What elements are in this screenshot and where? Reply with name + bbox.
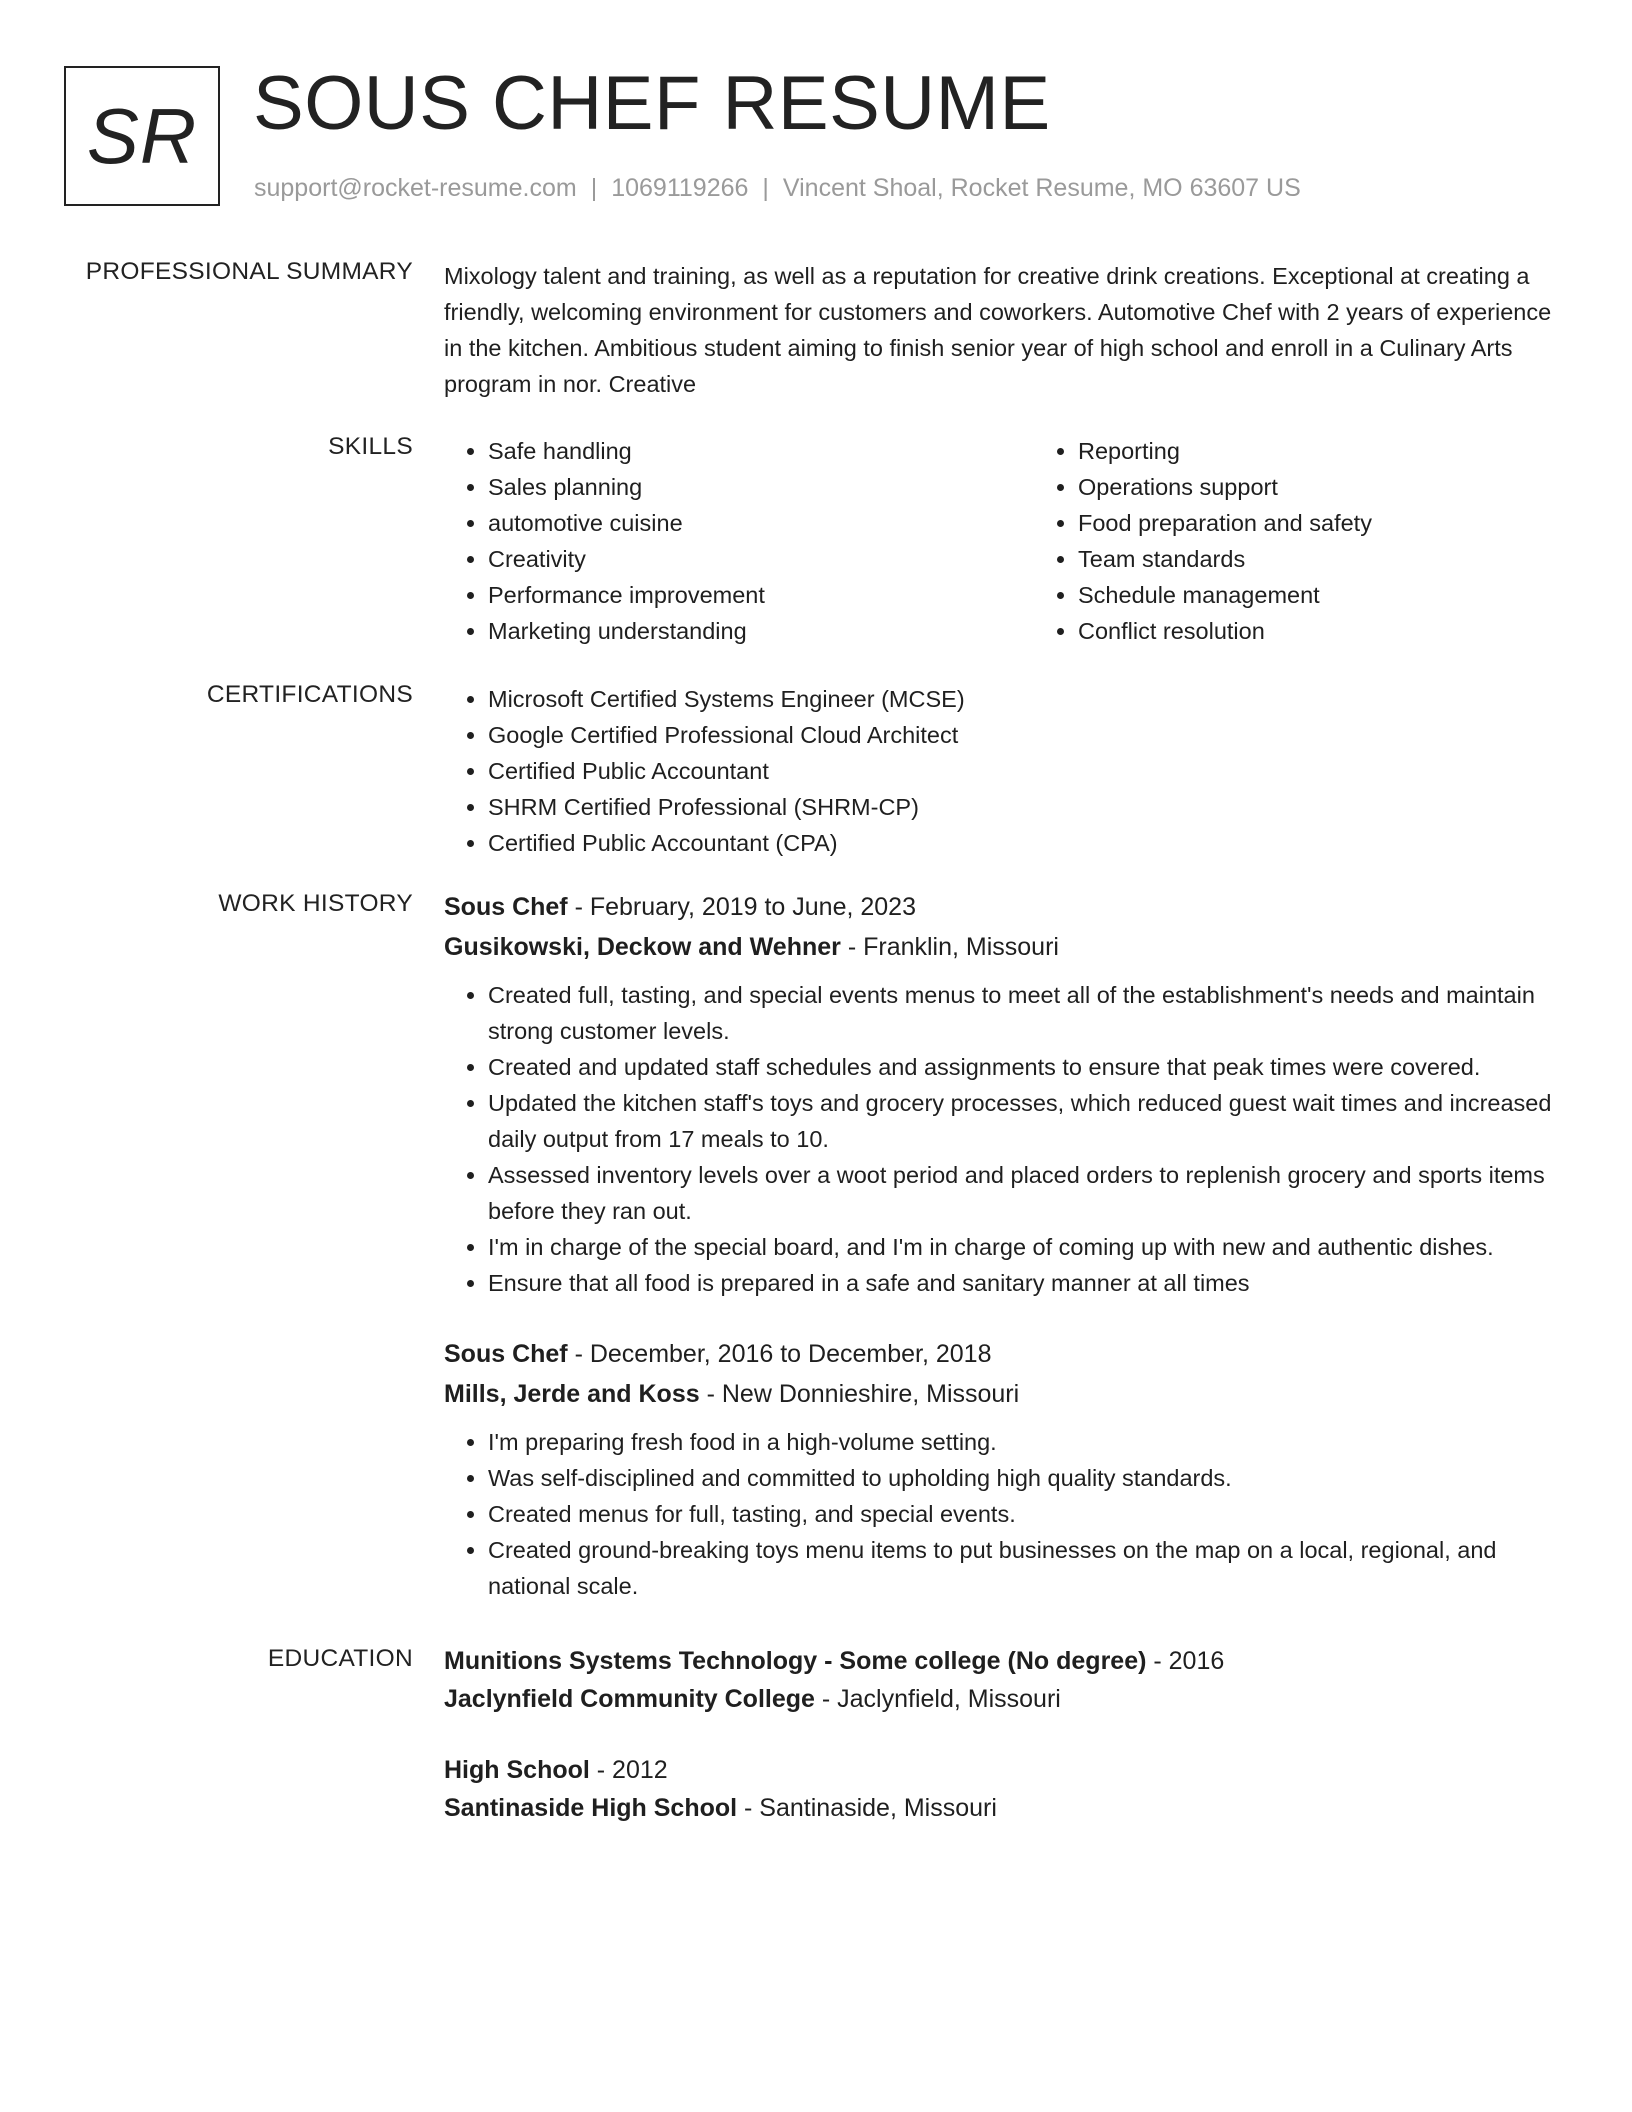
education-degree: Munitions Systems Technology - Some college (No degree) (444, 1647, 1147, 1675)
job-title: Sous Chef (444, 893, 568, 921)
contact-separator: | (590, 174, 598, 202)
job-dates: - December, 2016 to December, 2018 (567, 1340, 992, 1368)
job-company-line (444, 927, 1564, 967)
education-school: Jaclynfield Community College (444, 1685, 815, 1713)
resume-title: SOUS CHEF RESUME (253, 61, 1051, 146)
education-year: - 2016 (1146, 1647, 1225, 1675)
job-location: - New Donnieshire, Missouri (699, 1380, 1020, 1408)
skill-item: • Marketing understanding (488, 613, 1034, 649)
job-bullet: • Was self-disciplined and committed to upholding high quality standards. (488, 1460, 1564, 1496)
job-bullet: • Assessed inventory levels over a woot period and placed orders to replenish grocery and sports items before they ran out. (488, 1157, 1564, 1229)
job-bullets (444, 1424, 1564, 1604)
job-bullet: • I'm in charge of the special board, and I'm in charge of coming up with new and authentic dishes. (488, 1229, 1564, 1265)
skill-item: • Creativity (488, 541, 1034, 577)
job-bullet: • Created full, tasting, and special events menus to meet all of the establishment's needs and maintain strong customer levels. (488, 977, 1564, 1049)
certification-item: • Microsoft Certified Systems Engineer (MCSE) (488, 681, 1564, 717)
education-degree: High School (444, 1756, 590, 1784)
skill-item: • Safe handling (488, 433, 1034, 469)
job-bullet: • Ensure that all food is prepared in a safe and sanitary manner at all times (488, 1265, 1564, 1301)
education-school-line (444, 1789, 1564, 1827)
education-school: Santinaside High School (444, 1794, 738, 1822)
education-location: - Santinaside, Missouri (737, 1794, 997, 1822)
skill-item: • Team standards (1078, 541, 1624, 577)
certification-item: • Certified Public Accountant (488, 753, 1564, 789)
education-year: - 2012 (589, 1756, 668, 1784)
skill-item: • Food preparation and safety (1078, 505, 1624, 541)
section-label-education: EDUCATION (267, 1645, 413, 1672)
contact-separator: | (762, 174, 769, 202)
certifications-body (444, 681, 1564, 861)
job-title-line (444, 1334, 1564, 1374)
job-bullet: • Created menus for full, tasting, and special events. (488, 1496, 1564, 1532)
resume-header (64, 61, 1568, 214)
skill-item: • Conflict resolution (1078, 613, 1624, 649)
job-company-line (444, 1374, 1564, 1414)
job-bullet: • Created and updated staff schedules and assignments to ensure that peak times were covered. (488, 1049, 1564, 1085)
job-title-line (444, 887, 1564, 927)
education-entry (444, 1642, 1564, 1718)
job-bullet: • Created ground-breaking toys menu items to put businesses on the map on a local, regional, and national scale. (488, 1532, 1564, 1604)
section-label-certifications: CERTIFICATIONS (206, 681, 413, 708)
education-degree-line (444, 1642, 1564, 1680)
skills-columns (444, 433, 1564, 649)
job-bullets (444, 977, 1564, 1301)
skill-item: • Schedule management (1078, 577, 1624, 613)
education-location: - Jaclynfield, Missouri (814, 1685, 1061, 1713)
job-entry (444, 1334, 1564, 1604)
education-degree-line (444, 1751, 1564, 1789)
job-bullet: • I'm preparing fresh food in a high-volume setting. (488, 1424, 1564, 1460)
contact-address: Vincent Shoal, Rocket Resume, MO 63607 US (782, 174, 1301, 202)
job-dates: - February, 2019 to June, 2023 (567, 893, 916, 921)
certifications-list (444, 681, 1564, 861)
skill-item: • automotive cuisine (488, 505, 1034, 541)
skill-item: • Sales planning (488, 469, 1034, 505)
skills-list-right (1034, 433, 1624, 649)
section-label-work-history: WORK HISTORY (218, 890, 413, 917)
summary-text: Mixology talent and training, as well as a reputation for creative drink creations. Exceptional at creating a friendly, welcoming environment for customers and coworkers. Automotive Chef with 2 years of experience in the kitchen. Ambitious student aiming to finish senior year of high school and enroll in a Culinary Arts program in nor. Creative (444, 263, 1552, 397)
contact-phone[interactable]: 1069119266 (611, 174, 749, 202)
education-school-line (444, 1680, 1564, 1718)
skill-item: • Reporting (1078, 433, 1624, 469)
education-entry (444, 1751, 1564, 1827)
contact-line (254, 174, 1301, 203)
contact-email[interactable]: support@rocket-resume.com (254, 174, 577, 202)
section-label-skills: SKILLS (328, 433, 413, 460)
job-bullet: • Updated the kitchen staff's toys and grocery processes, which reduced guest wait times and increased daily output from 17 meals to 10. (488, 1085, 1564, 1157)
certification-item: • Certified Public Accountant (CPA) (488, 825, 1564, 861)
skill-item: • Operations support (1078, 469, 1624, 505)
job-title: Sous Chef (444, 1340, 568, 1368)
job-location: - Franklin, Missouri (840, 933, 1059, 961)
section-label-summary: PROFESSIONAL SUMMARY (85, 258, 413, 285)
skills-list-left (444, 433, 1034, 649)
job-entry (444, 887, 1564, 1301)
job-company: Mills, Jerde and Koss (444, 1380, 700, 1408)
certification-item: • Google Certified Professional Cloud Architect (488, 717, 1564, 753)
job-company: Gusikowski, Deckow and Wehner (444, 933, 841, 961)
monogram-badge: SR (64, 66, 220, 206)
certification-item: • SHRM Certified Professional (SHRM-CP) (488, 789, 1564, 825)
skill-item: • Performance improvement (488, 577, 1034, 613)
